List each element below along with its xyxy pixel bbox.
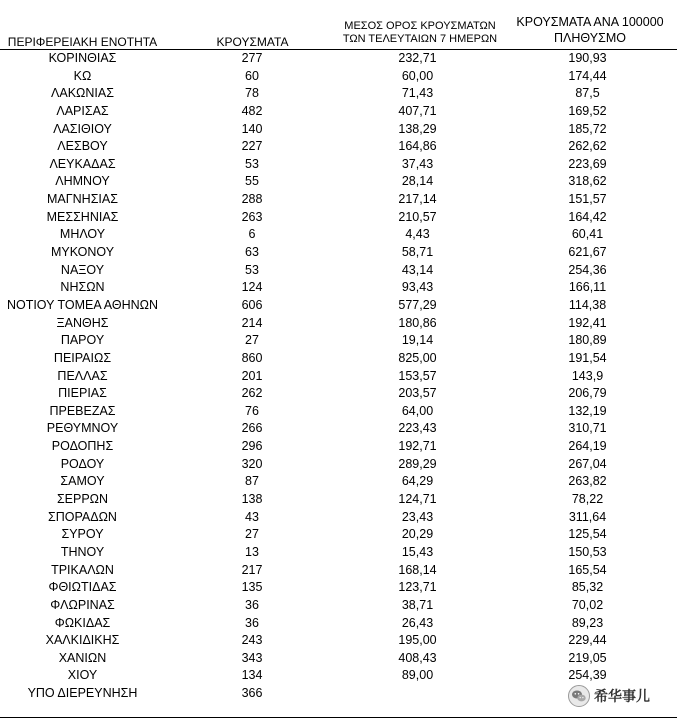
per100k-cell: 87,5 bbox=[575, 86, 600, 101]
avg-cell: 180,86 bbox=[398, 315, 437, 330]
table-row bbox=[0, 138, 677, 156]
avg-cell: 89,00 bbox=[401, 668, 434, 683]
per100k-cell: 310,71 bbox=[568, 421, 607, 436]
table-body bbox=[0, 50, 677, 703]
table-row bbox=[0, 579, 677, 597]
per100k-cell: 150,53 bbox=[568, 544, 607, 559]
column-header-per100k-line1: ΚΡΟΥΣΜΑΤΑ ΑΝΑ 100000 bbox=[516, 15, 664, 29]
region-cell: ΦΩΚΙΔΑΣ bbox=[54, 615, 111, 630]
avg-cell: 138,29 bbox=[398, 121, 437, 136]
cases-cell: 288 bbox=[241, 192, 263, 207]
watermark bbox=[568, 684, 672, 708]
per100k-cell: 185,72 bbox=[568, 121, 607, 136]
cases-cell: 43 bbox=[245, 509, 259, 524]
region-cell: ΛΕΥΚΑΔΑΣ bbox=[49, 156, 116, 171]
table-row bbox=[0, 562, 677, 580]
cases-cell: 366 bbox=[241, 686, 263, 701]
table-bottom-divider bbox=[0, 717, 677, 718]
per100k-cell: 166,11 bbox=[568, 280, 607, 295]
per100k-cell: 60,41 bbox=[571, 227, 604, 242]
per100k-cell: 180,89 bbox=[568, 333, 607, 348]
avg-cell: 58,71 bbox=[401, 245, 434, 260]
avg-cell: 408,43 bbox=[398, 650, 437, 665]
cases-cell: 201 bbox=[241, 368, 263, 383]
cases-cell: 482 bbox=[241, 103, 263, 118]
per100k-cell: 190,93 bbox=[568, 51, 607, 65]
cases-cell: 6 bbox=[248, 227, 256, 242]
table-row bbox=[0, 509, 677, 527]
table-row bbox=[0, 403, 677, 421]
table-row bbox=[0, 491, 677, 509]
per100k-cell: 621,67 bbox=[568, 245, 607, 260]
avg-cell: 192,71 bbox=[398, 439, 437, 454]
table-row bbox=[0, 191, 677, 209]
avg-cell: 19,14 bbox=[401, 333, 434, 348]
table-row bbox=[0, 315, 677, 333]
table-row bbox=[0, 173, 677, 191]
per100k-cell: 254,36 bbox=[568, 262, 607, 277]
per100k-cell: 89,23 bbox=[571, 615, 604, 630]
table-row bbox=[0, 632, 677, 650]
avg-cell: 223,43 bbox=[398, 421, 437, 436]
table-row bbox=[0, 615, 677, 633]
table-row bbox=[0, 68, 677, 86]
region-cell: ΝΗΣΩΝ bbox=[60, 280, 105, 295]
watermark-text: 希华事儿 bbox=[594, 689, 650, 705]
cases-cell: 36 bbox=[245, 615, 259, 630]
per100k-cell: 151,57 bbox=[568, 192, 607, 207]
table-row bbox=[0, 262, 677, 280]
avg-cell: 93,43 bbox=[401, 280, 434, 295]
avg-cell: 60,00 bbox=[401, 68, 434, 83]
cases-cell: 217 bbox=[241, 562, 263, 577]
region-cell: ΠΕΛΛΑΣ bbox=[57, 368, 108, 383]
cases-cell: 296 bbox=[241, 439, 263, 454]
column-header-cases: ΚΡΟΥΣΜΑΤΑ bbox=[216, 35, 289, 49]
avg-cell: 210,57 bbox=[398, 209, 437, 224]
per100k-cell: 263,82 bbox=[568, 474, 607, 489]
avg-cell: 64,00 bbox=[401, 403, 434, 418]
region-cell: ΣΠΟΡΑΔΩΝ bbox=[48, 509, 117, 524]
region-cell: ΦΘΙΩΤΙΔΑΣ bbox=[48, 580, 117, 595]
region-cell: ΡΟΔΟΥ bbox=[60, 456, 105, 471]
table-row bbox=[0, 85, 677, 103]
cases-cell: 87 bbox=[245, 474, 259, 489]
per100k-cell: 318,62 bbox=[568, 174, 607, 189]
avg-cell: 26,43 bbox=[401, 615, 434, 630]
region-cell: ΠΙΕΡΙΑΣ bbox=[58, 386, 107, 401]
region-cell: ΚΟΡΙΝΘΙΑΣ bbox=[48, 51, 117, 65]
per100k-cell: 169,52 bbox=[568, 103, 607, 118]
cases-cell: 124 bbox=[241, 280, 263, 295]
avg-cell: 38,71 bbox=[401, 597, 434, 612]
region-cell: ΣΕΡΡΩΝ bbox=[56, 492, 109, 507]
region-cell: ΧΙΟΥ bbox=[67, 668, 98, 683]
avg-cell: 232,71 bbox=[398, 51, 437, 65]
per100k-cell: 165,54 bbox=[568, 562, 607, 577]
table-row bbox=[0, 297, 677, 315]
per100k-cell: 219,05 bbox=[568, 650, 607, 665]
region-cell: ΦΛΩΡΙΝΑΣ bbox=[50, 597, 115, 612]
cases-cell: 53 bbox=[245, 262, 259, 277]
avg-cell: 64,29 bbox=[401, 474, 434, 489]
region-cell: ΤΗΝΟΥ bbox=[60, 544, 105, 559]
region-cell: ΥΠΟ ΔΙΕΡΕΥΝΗΣΗ bbox=[27, 686, 138, 701]
avg-cell: 71,43 bbox=[401, 86, 434, 101]
avg-cell: 28,14 bbox=[401, 174, 434, 189]
table-header bbox=[0, 0, 677, 50]
cases-cell: 78 bbox=[245, 86, 259, 101]
cases-cell: 320 bbox=[241, 456, 263, 471]
per100k-cell: 262,62 bbox=[568, 139, 607, 154]
avg-cell: 195,00 bbox=[398, 633, 437, 648]
region-cell: ΤΡΙΚΑΛΩΝ bbox=[51, 562, 114, 577]
table-row bbox=[0, 667, 677, 685]
avg-cell: 43,14 bbox=[401, 262, 434, 277]
avg-cell: 825,00 bbox=[398, 350, 437, 365]
region-cell: ΛΑΣΙΘΙΟΥ bbox=[53, 121, 112, 136]
avg-cell: 4,43 bbox=[405, 227, 430, 242]
region-cell: ΚΩ bbox=[73, 68, 92, 83]
per100k-cell: 174,44 bbox=[568, 68, 607, 83]
per100k-cell: 267,04 bbox=[568, 456, 607, 471]
region-cell: ΜΥΚΟΝΟΥ bbox=[50, 245, 115, 260]
cases-cell: 277 bbox=[241, 51, 263, 65]
column-header-per100k-line2: ΠΛΗΘΥΣΜΟ bbox=[554, 31, 626, 45]
column-header-avg-line2: ΤΩΝ ΤΕΛΕΥΤΑΙΩΝ 7 ΗΜΕΡΩΝ bbox=[342, 33, 498, 45]
table-row bbox=[0, 456, 677, 474]
table-row bbox=[0, 103, 677, 121]
cases-cell: 134 bbox=[241, 668, 263, 683]
region-cell: ΛΑΡΙΣΑΣ bbox=[56, 103, 109, 118]
per100k-cell: 85,32 bbox=[571, 580, 604, 595]
region-cell: ΣΥΡΟΥ bbox=[61, 527, 104, 542]
region-cell: ΠΕΙΡΑΙΩΣ bbox=[53, 350, 112, 365]
region-cell: ΛΕΣΒΟΥ bbox=[57, 139, 108, 154]
cases-cell: 27 bbox=[245, 527, 259, 542]
avg-cell: 407,71 bbox=[398, 103, 437, 118]
per100k-cell: 229,44 bbox=[568, 633, 607, 648]
avg-cell: 15,43 bbox=[401, 544, 434, 559]
column-header-per100k bbox=[500, 14, 677, 46]
table-row bbox=[0, 526, 677, 544]
cases-cell: 36 bbox=[245, 597, 259, 612]
table-row bbox=[0, 385, 677, 403]
per100k-cell: 206,79 bbox=[568, 386, 607, 401]
table-row bbox=[0, 420, 677, 438]
per100k-cell: 125,54 bbox=[568, 527, 607, 542]
avg-cell: 203,57 bbox=[398, 386, 437, 401]
region-cell: ΠΡΕΒΕΖΑΣ bbox=[49, 403, 116, 418]
avg-cell: 164,86 bbox=[398, 139, 437, 154]
cases-cell: 606 bbox=[241, 297, 263, 312]
cases-cell: 262 bbox=[241, 386, 263, 401]
cases-cell: 227 bbox=[241, 139, 263, 154]
avg-cell: 23,43 bbox=[401, 509, 434, 524]
table-row bbox=[0, 244, 677, 262]
avg-cell: 289,29 bbox=[398, 456, 437, 471]
cases-cell: 138 bbox=[241, 492, 263, 507]
cases-cell: 135 bbox=[241, 580, 263, 595]
avg-cell: 124,71 bbox=[398, 492, 437, 507]
avg-cell: 20,29 bbox=[401, 527, 434, 542]
per100k-cell: 192,41 bbox=[568, 315, 607, 330]
per100k-cell: 223,69 bbox=[568, 156, 607, 171]
region-cell: ΜΕΣΣΗΝΙΑΣ bbox=[46, 209, 119, 224]
per100k-cell: 191,54 bbox=[568, 350, 607, 365]
per100k-cell: 132,19 bbox=[568, 403, 607, 418]
avg-cell: 217,14 bbox=[398, 192, 437, 207]
region-cell: ΝΑΞΟΥ bbox=[60, 262, 105, 277]
region-cell: ΣΑΜΟΥ bbox=[60, 474, 105, 489]
table-row bbox=[0, 597, 677, 615]
region-cell: ΝΟΤΙΟΥ ΤΟΜΕΑ ΑΘΗΝΩΝ bbox=[6, 297, 159, 312]
table-row bbox=[0, 650, 677, 668]
cases-cell: 76 bbox=[245, 403, 259, 418]
region-cell: ΠΑΡΟΥ bbox=[60, 333, 105, 348]
avg-cell: 37,43 bbox=[401, 156, 434, 171]
column-header-avg-line1: ΜΕΣΟΣ ΟΡΟΣ ΚΡΟΥΣΜΑΤΩΝ bbox=[344, 20, 496, 32]
cases-cell: 63 bbox=[245, 245, 259, 260]
per100k-cell: 264,19 bbox=[568, 439, 607, 454]
wechat-logo-icon bbox=[568, 685, 590, 707]
table-row bbox=[0, 473, 677, 491]
column-header-region: ΠΕΡΙΦΕΡΕΙΑΚΗ ΕΝΟΤΗΤΑ bbox=[7, 35, 158, 49]
region-cell: ΛΑΚΩΝΙΑΣ bbox=[51, 86, 114, 101]
region-cell: ΧΑΛΚΙΔΙΚΗΣ bbox=[45, 633, 120, 648]
table-row bbox=[0, 226, 677, 244]
cases-cell: 214 bbox=[241, 315, 263, 330]
table-row bbox=[0, 156, 677, 174]
cases-cell: 140 bbox=[241, 121, 263, 136]
per100k-cell: 311,64 bbox=[568, 509, 607, 524]
table-row bbox=[0, 438, 677, 456]
region-cell: ΞΑΝΘΗΣ bbox=[56, 315, 109, 330]
per100k-cell: 254,39 bbox=[568, 668, 607, 683]
cases-cell: 860 bbox=[241, 350, 263, 365]
per100k-cell: 114,38 bbox=[568, 297, 607, 312]
avg-cell: 577,29 bbox=[398, 297, 437, 312]
cases-cell: 263 bbox=[241, 209, 263, 224]
cases-cell: 343 bbox=[241, 650, 263, 665]
per100k-cell: 78,22 bbox=[571, 492, 604, 507]
table-row bbox=[0, 368, 677, 386]
column-header-avg bbox=[330, 20, 510, 46]
table-row bbox=[0, 50, 677, 68]
table-row bbox=[0, 209, 677, 227]
cases-cell: 55 bbox=[245, 174, 259, 189]
per100k-cell: 70,02 bbox=[571, 597, 604, 612]
cases-cell: 266 bbox=[241, 421, 263, 436]
table-row bbox=[0, 121, 677, 139]
avg-cell: 168,14 bbox=[398, 562, 437, 577]
cases-cell: 243 bbox=[241, 633, 263, 648]
table-row bbox=[0, 544, 677, 562]
cases-cell: 27 bbox=[245, 333, 259, 348]
cases-cell: 13 bbox=[245, 544, 259, 559]
region-cell: ΧΑΝΙΩΝ bbox=[58, 650, 107, 665]
avg-cell: 123,71 bbox=[398, 580, 437, 595]
avg-cell: 153,57 bbox=[398, 368, 437, 383]
cases-cell: 60 bbox=[245, 68, 259, 83]
region-cell: ΜΑΓΝΗΣΙΑΣ bbox=[47, 192, 118, 207]
table-row bbox=[0, 332, 677, 350]
table-row bbox=[0, 350, 677, 368]
per100k-cell: 143,9 bbox=[571, 368, 604, 383]
table-row bbox=[0, 279, 677, 297]
region-cell: ΛΗΜΝΟΥ bbox=[55, 174, 110, 189]
region-cell: ΡΕΘΥΜΝΟΥ bbox=[46, 421, 119, 436]
cases-cell: 53 bbox=[245, 156, 259, 171]
per100k-cell: 164,42 bbox=[568, 209, 607, 224]
region-cell: ΜΗΛΟΥ bbox=[59, 227, 106, 242]
region-cell: ΡΟΔΟΠΗΣ bbox=[51, 439, 114, 454]
